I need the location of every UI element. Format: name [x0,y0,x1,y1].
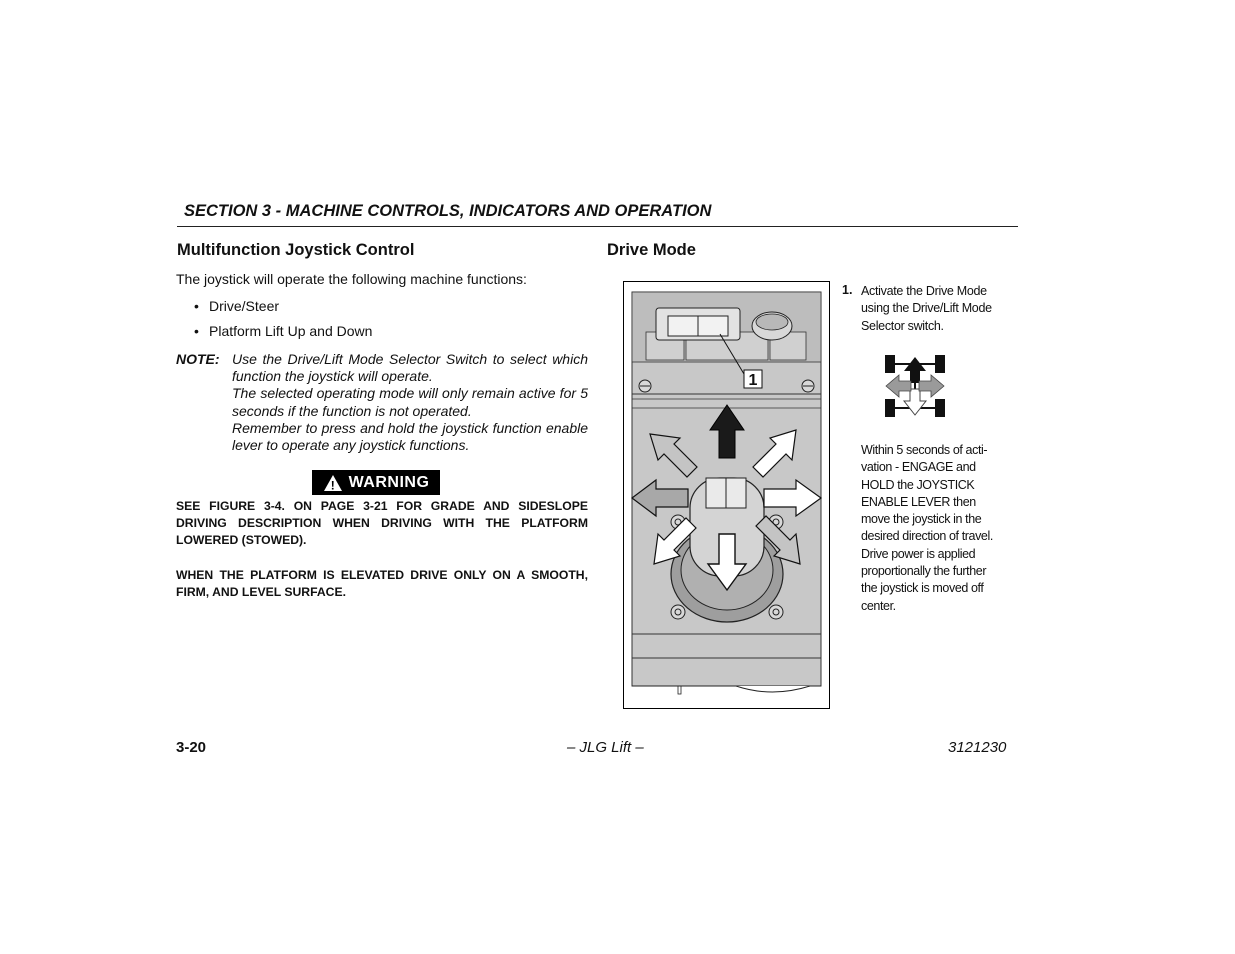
drive-mode-heading: Drive Mode [607,241,696,259]
note-line: Use the Drive/Lift Mode Selector Switch to select which function the joystick will operate. [232,351,588,385]
step-text: Activate the Drive Mode using the Drive/Lift Mode Selector switch. [861,284,992,333]
note-line: Remember to press and hold the joystick function enable lever to operate any joystick functions. [232,419,588,454]
list-item-text: Platform Lift Up and Down [209,323,373,339]
warning-icon-glyph: ! [330,478,335,492]
step-number: 1. [842,283,853,297]
warning-banner [312,470,440,495]
warning-paragraph: WHEN THE PLATFORM IS ELEVATED DRIVE ONLY ON A SMOOTH, FIRM, AND LEVEL SURFACE. [176,568,588,600]
doc-number: 3121230 [948,739,1007,756]
header-rule [177,226,1018,227]
warning-paragraph: SEE FIGURE 3-4. ON PAGE 3-21 FOR GRADE AND SIDESLOPE DRIVING DESCRIPTION WHEN DRIVING WITH THE PLATFORM LOWERED (STOWED). [176,499,588,548]
list-item-text: Drive/Steer [209,298,280,314]
joystick-illustration [624,282,829,708]
joystick-intro: The joystick will operate the following machine functions: [176,271,527,287]
warning-label: WARNING [348,473,430,491]
joystick-figure [623,281,830,709]
list-item [194,323,372,348]
drive-mode-icon [883,353,947,421]
bullet: • [194,323,199,339]
warning-triangle-icon [323,474,343,492]
step-text-2: Within 5 seconds of acti-vation - ENGAGE and HOLD the JOYSTICK ENABLE LEVER then move the joystick in the desired direction of travel. Drive power is applied proportionally the further the joystick is moved off center. [861,443,993,613]
page-number: 3-20 [176,739,207,756]
footer-center: – JLG Lift – [567,739,644,756]
note-line: The selected operating mode will only remain active for 5 seconds if the function is not operated. [232,385,588,419]
note-body [232,351,588,454]
note-label: NOTE: [176,351,220,367]
function-list [194,298,372,348]
section-title: SECTION 3 - MACHINE CONTROLS, INDICATORS AND OPERATION [184,202,712,220]
list-item [194,298,372,323]
figure-callout: 1 [748,372,758,389]
joystick-heading: Multifunction Joystick Control [177,241,415,259]
bullet: • [194,298,199,314]
